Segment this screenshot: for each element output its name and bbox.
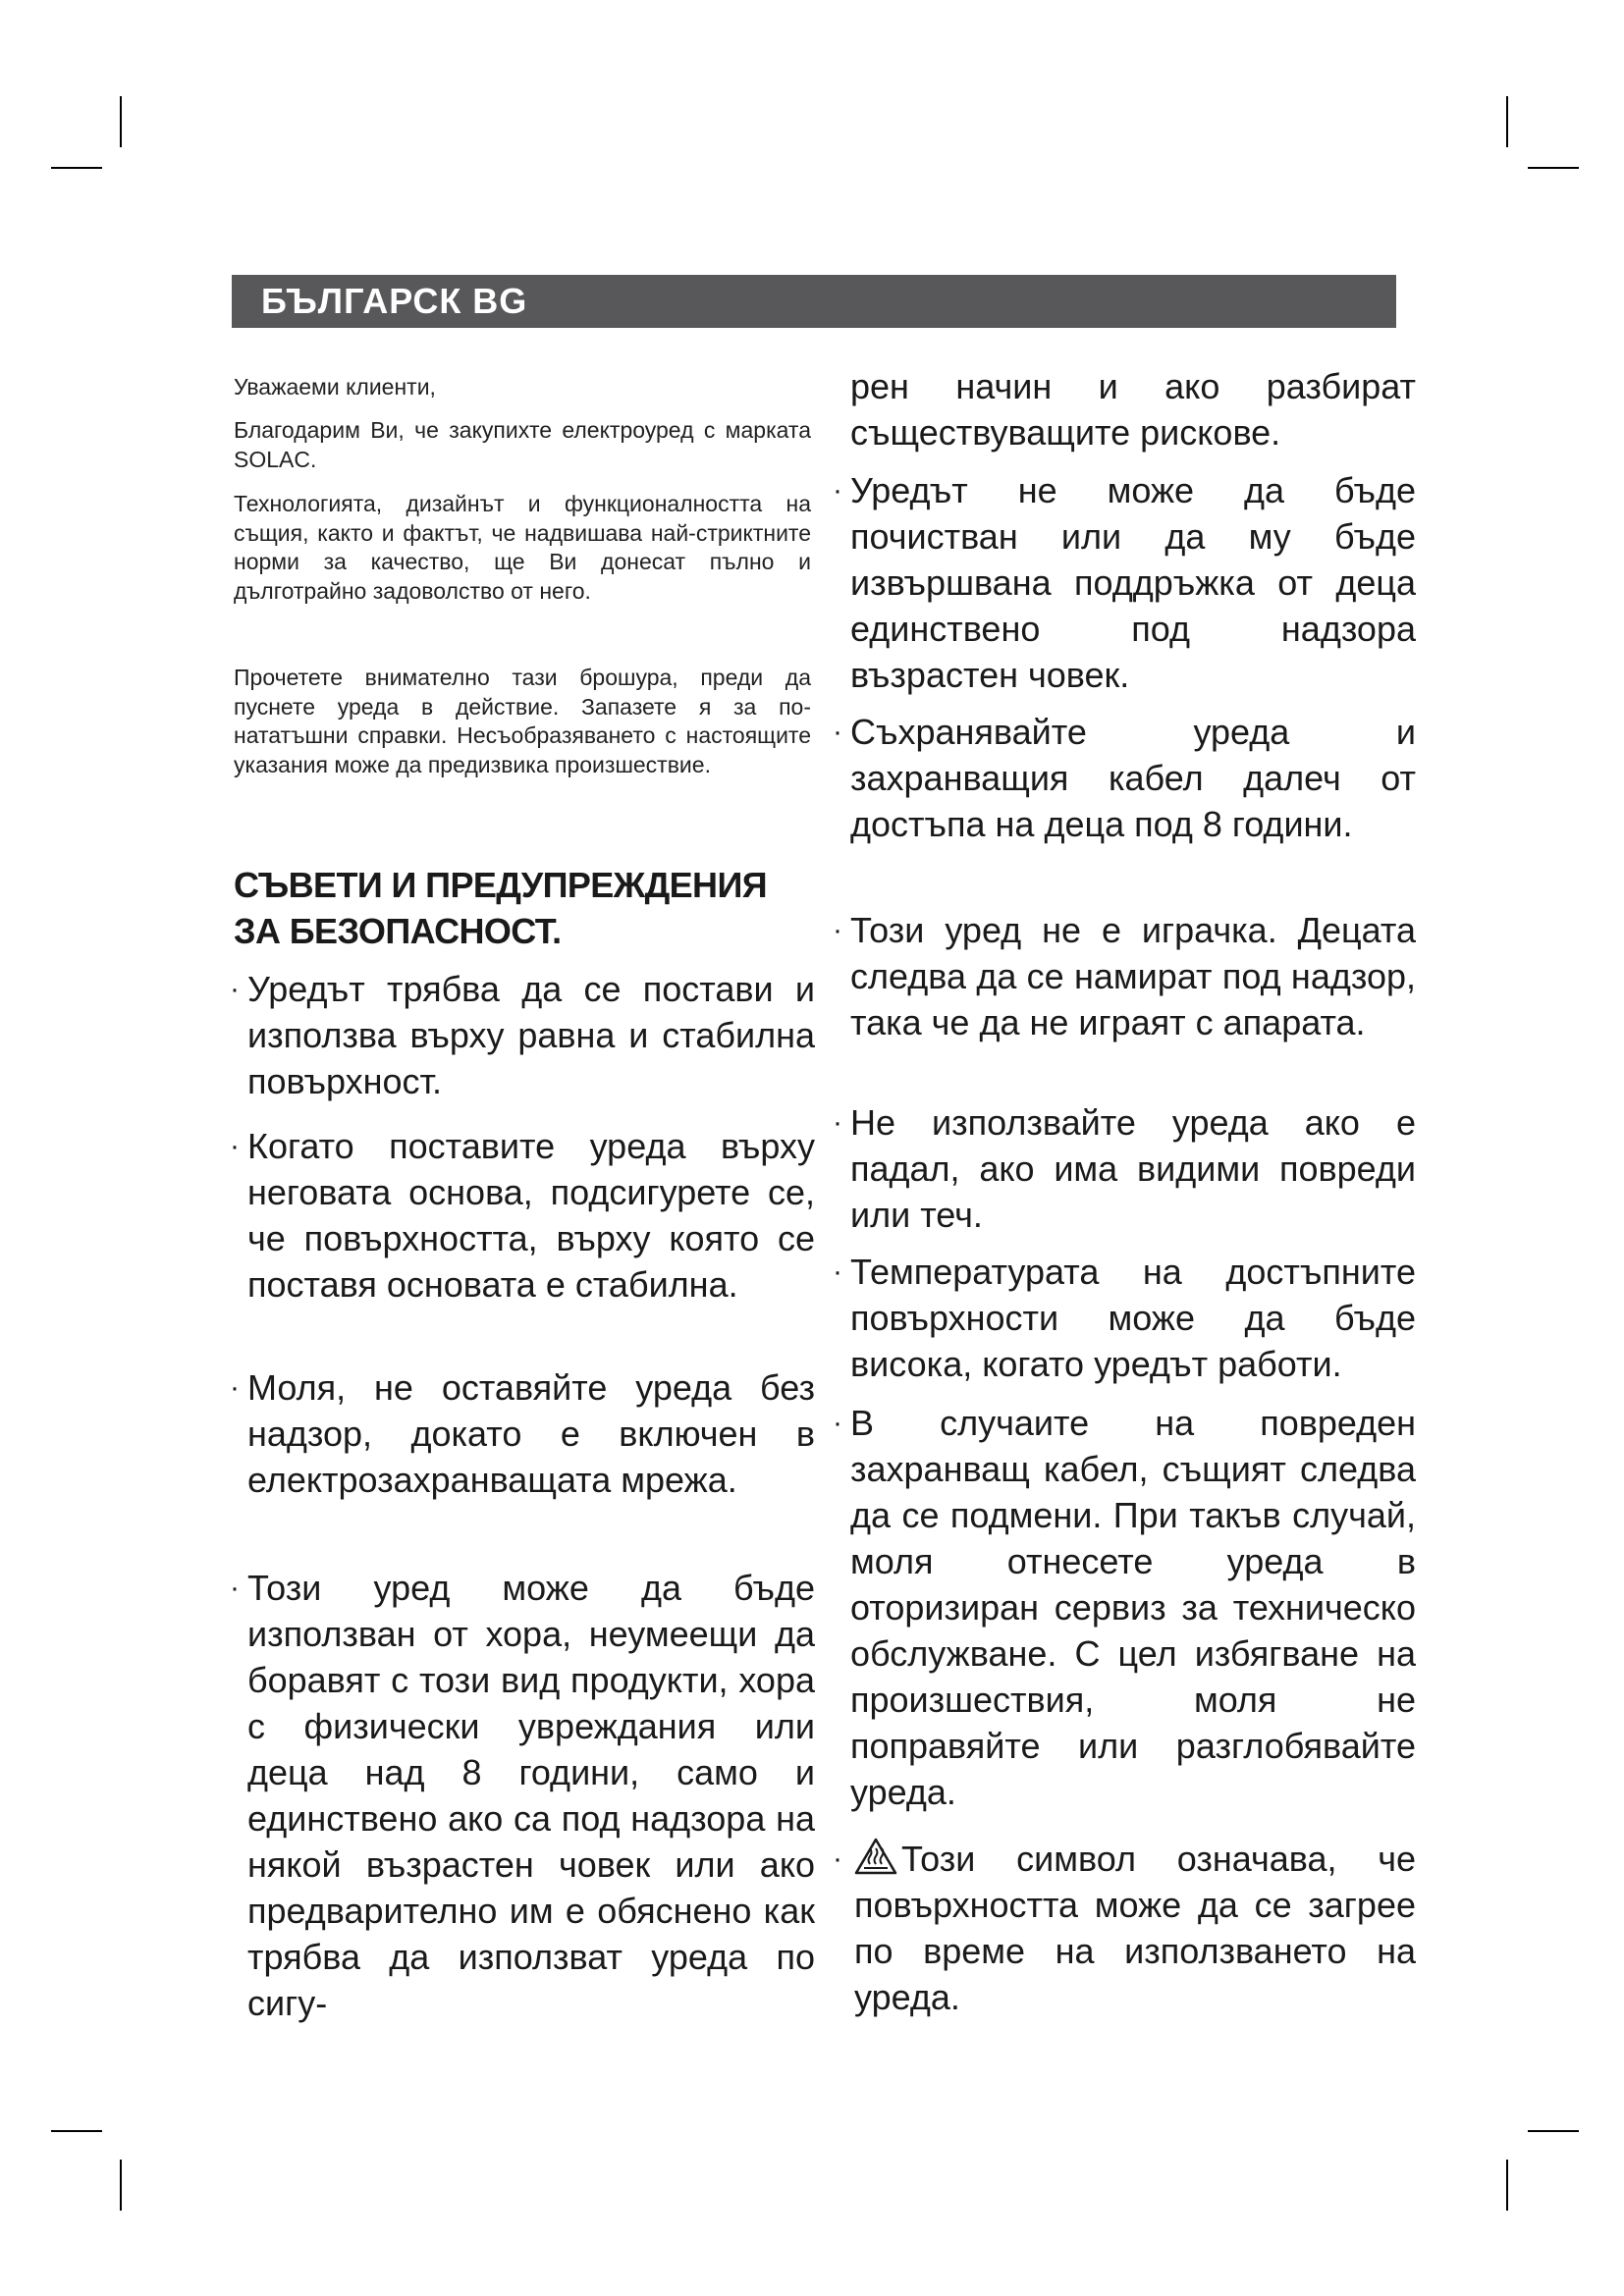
safety-item-text: Този уред не е играчка. Децата следва да се намират под надзор, така че да не играят с апарата. <box>850 910 1416 1042</box>
bullet-dot: · <box>230 1371 240 1404</box>
safety-item <box>833 1099 1416 1238</box>
language-label: БЪЛГАРСК BG <box>261 281 528 321</box>
intro-greeting: Уважаеми клиенти, <box>234 374 436 400</box>
crop-mark <box>120 96 122 147</box>
safety-item-text: В случаите на повреден захранващ кабел, същият следва да се подмени. При такъв случай, моля отнесете уреда в оторизиран сервиз за техническо обслужване. С цел избягване на произшествия, моля не поправяйте или разглобявайте уреда. <box>850 1403 1416 1812</box>
safety-item <box>230 1565 815 2026</box>
crop-mark <box>120 2160 122 2211</box>
safety-item <box>833 1249 1416 1387</box>
crop-mark <box>51 2130 102 2132</box>
safety-item-text: Не използвайте уреда ако е падал, ако има видими повреди или теч. <box>850 1102 1416 1235</box>
safety-item <box>833 907 1416 1045</box>
intro-technology: Технологията, дизайнът и функционалността на същия, както и фактът, че надвишава най-стриктните норми за качество, ще Ви донесат пълно и дълготрайно задоволство от него. <box>234 491 811 604</box>
safety-item <box>833 709 1416 847</box>
safety-item <box>230 1123 815 1308</box>
safety-item-text: Уредът не може да бъде почистван или да му бъде извършвана поддръжка от деца единствено под надзора възрастен човек. <box>850 470 1416 695</box>
safety-heading: СЪВЕТИ И ПРЕДУПРЕЖДЕНИЯ ЗА БЕЗОПАСНОСТ. <box>234 865 768 951</box>
bullet-dot: · <box>833 716 842 748</box>
safety-item-text: Съхранявайте уреда и захранващия кабел далеч от достъпа на деца под 8 години. <box>850 712 1416 844</box>
intro-thanks: Благодарим Ви, че закупихте електроуред с марката SOLAC. <box>234 417 811 472</box>
safety-item <box>230 1364 815 1503</box>
safety-item <box>230 966 815 1104</box>
crop-mark <box>51 167 102 169</box>
safety-item <box>833 1400 1416 1815</box>
safety-item-text: Когато поставите уреда върху неговата основа, подсигурете се, че повърхността, върху която се поставя основата е стабилна. <box>247 1126 815 1305</box>
symbol-note-wrapper <box>854 1836 1416 2020</box>
bullet-dot: · <box>833 1407 842 1439</box>
safety-item-text: Уредът трябва да се постави и използва върху равна и стабилна повърхност. <box>247 969 815 1101</box>
bullet-dot: · <box>833 1842 842 1875</box>
safety-item-continuation: рен начин и ако разбират съществуващите рискове. <box>850 366 1416 453</box>
bullet-dot: · <box>230 1130 240 1162</box>
crop-mark <box>1506 96 1508 147</box>
bullet-dot: · <box>833 1106 842 1139</box>
bullet-dot: · <box>230 1572 240 1604</box>
bullet-dot: · <box>230 973 240 1005</box>
symbol-note-text: Този символ означава, че повърхността може да се загрее по време на използването на уреда. <box>854 1839 1416 2017</box>
bullet-dot: · <box>833 914 842 946</box>
language-header-bar <box>232 275 1396 328</box>
safety-item-text: Температурата на достъпните повърхности може да бъде висока, когато уредът работи. <box>850 1252 1416 1384</box>
safety-item-text: Моля, не оставяйте уреда без надзор, докато е включен в електрозахранващата мрежа. <box>247 1367 815 1500</box>
bullet-dot: · <box>833 474 842 507</box>
crop-mark <box>1506 2160 1508 2211</box>
intro-read-instructions: Прочетете внимателно тази брошура, преди да пуснете уреда в действие. Запазете я за по-нататъшни справки. Несъобразяването с настоящите указания може да предизвика произшествие. <box>234 665 811 777</box>
bullet-dot: · <box>833 1255 842 1288</box>
safety-item-symbol-note <box>833 1836 1416 2020</box>
safety-item-text: Този уред може да бъде използван от хора, неумеещи да боравят с този вид продукти, хора с физически увреждания или деца над 8 години, само и единствено ако са под надзора на някой възрастен човек или ако предварително им е обяснено как трябва да използват уреда по сигу- <box>247 1568 815 2023</box>
hot-surface-warning-icon <box>854 1838 897 1875</box>
safety-item <box>833 467 1416 698</box>
crop-mark <box>1528 167 1579 169</box>
crop-mark <box>1528 2130 1579 2132</box>
